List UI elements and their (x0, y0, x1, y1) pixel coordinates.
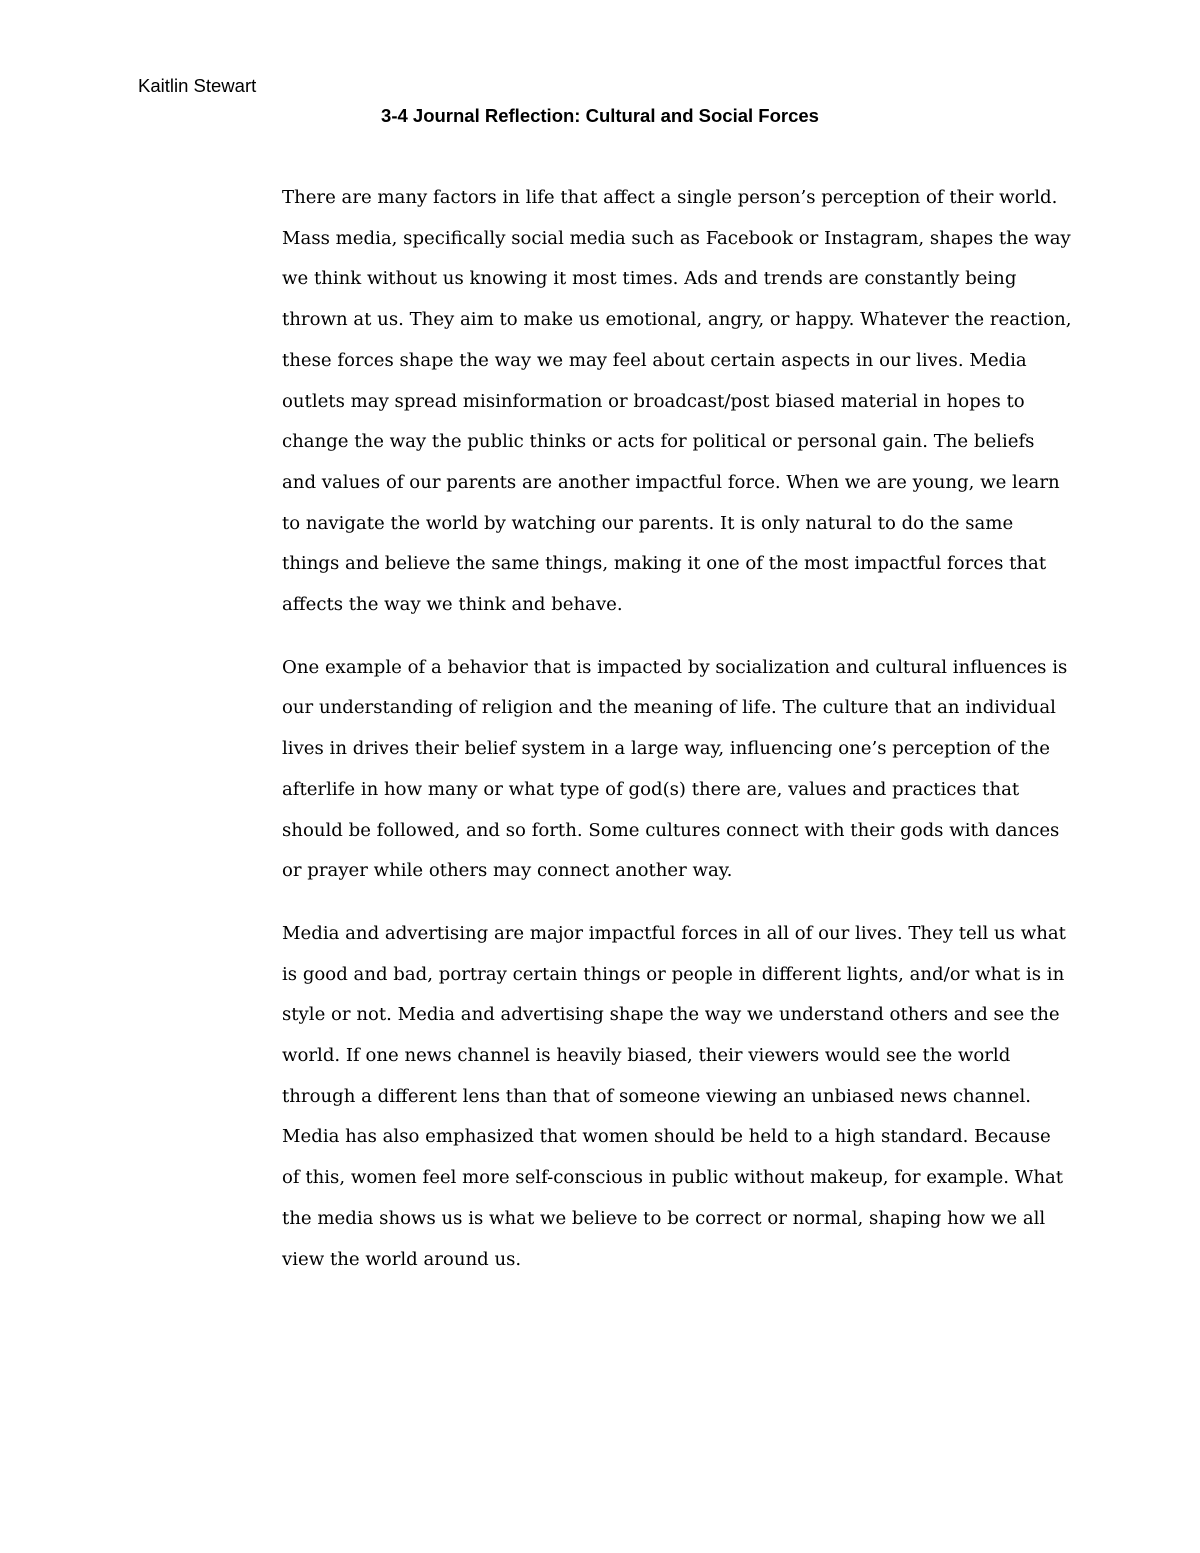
paragraph: Media and advertising are major impactful forces in all of our lives. They tell us what is good and bad, portray certain things or people in different lights, and/or what is in style or not. Media and advertising shape the way we understand others and see the world. If one news channel is heavily biased, their viewers would see the world through a different lens than that of someone viewing an unbiased news channel. Media has also emphasized that women should be held to a high standard. Because of this, women feel more self-conscious in public without makeup, for example. What the media shows us is what we believe to be correct or normal, shaping how we all view the world around us. (282, 922, 1066, 1270)
paragraph: One example of a behavior that is impacted by socialization and cultural influences is our understanding of religion and the meaning of life. The culture that an individual lives in drives their belief system in a large way, influencing one’s perception of the afterlife in how many or what type of god(s) there are, values and practices that should be followed, and so forth. Some cultures connect with their gods with dances or prayer while others may connect another way. (282, 656, 1068, 882)
paragraph: There are many factors in life that affect a single person’s perception of their world. Mass media, specifically social media such as Facebook or Instagram, shapes the way we think without us knowing it most times. Ads and trends are constantly being thrown at us. They aim to make us emotional, angry, or happy. Whatever the reaction, these forces shape the way we may feel about certain aspects in our lives. Media outlets may spread misinformation or broadcast/post biased material in hopes to change the way the public thinks or acts for political or personal gain. The beliefs and values of our parents are another impactful force. When we are young, we learn to navigate the world by watching our parents. It is only natural to do the same things and believe the same things, making it one of the most impactful forces that affects the way we think and behave. (282, 187, 1072, 616)
document-title: 3-4 Journal Reflection: Cultural and Social Forces (381, 105, 819, 126)
author-name: Kaitlin Stewart (138, 75, 257, 96)
document-body (282, 178, 1072, 1302)
